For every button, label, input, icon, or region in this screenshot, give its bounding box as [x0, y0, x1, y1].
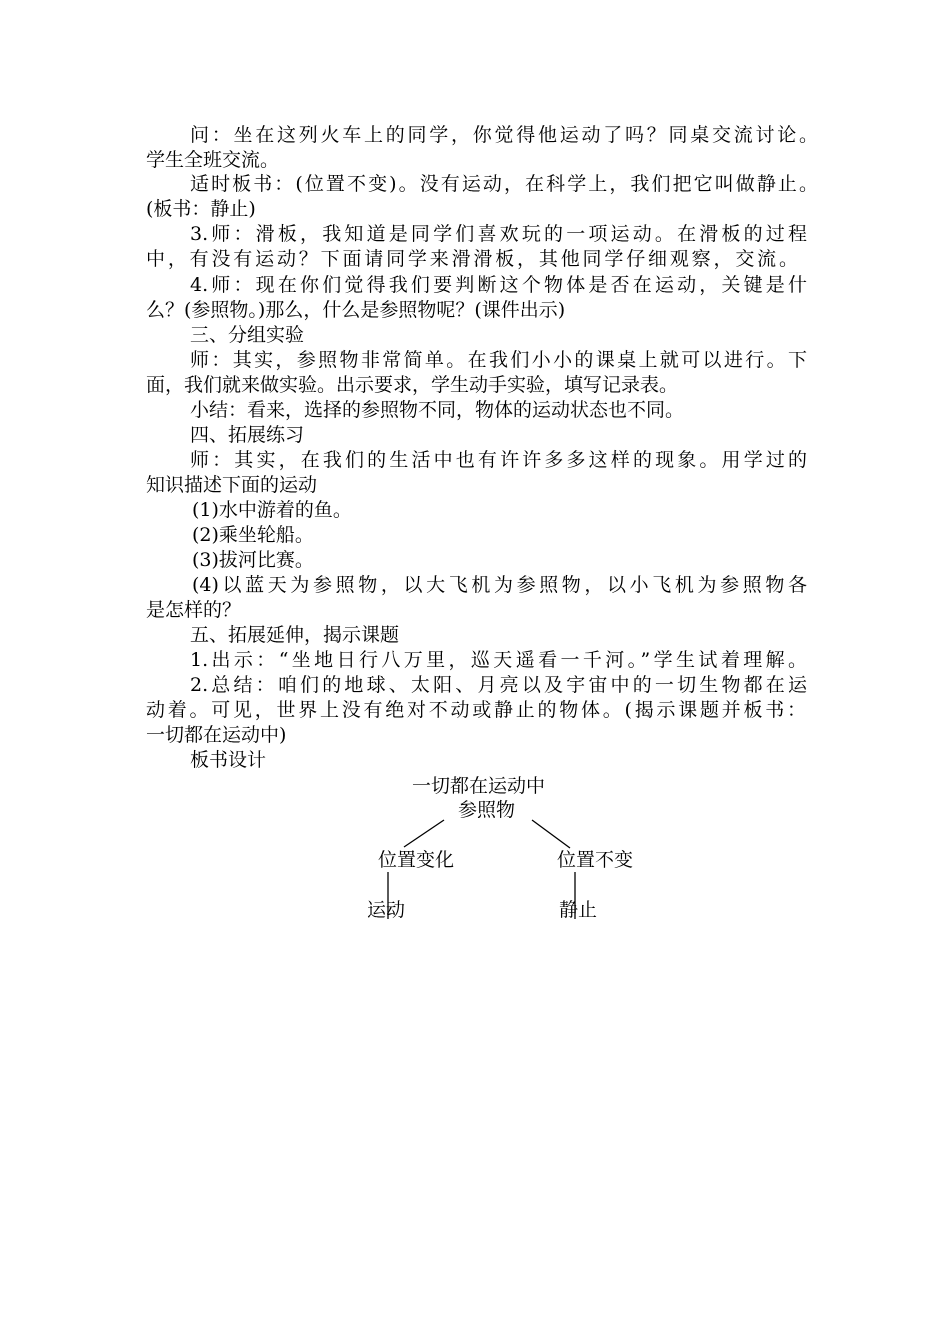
board-right-branch: 位置不变 [557, 849, 634, 871]
paragraph-line: 问：坐在这列火车上的同学，你觉得他运动了吗？同桌交流讨论。 [190, 124, 818, 146]
paragraph-line: 中，有没有运动？下面请同学来滑滑板，其他同学仔细观察，交流。 [146, 248, 798, 270]
board-title: 一切都在运动中 [412, 775, 546, 797]
branch-line-left [404, 820, 444, 847]
list-item: (2)乘坐轮船。 [192, 524, 314, 546]
paragraph-line: 4.师：现在你们觉得我们要判断这个物体是否在运动，关键是什 [190, 274, 807, 296]
section-heading: 五、拓展延伸，揭示课题 [190, 624, 400, 646]
paragraph-line: 么？(参照物。)那么，什么是参照物呢？(课件出示) [146, 299, 566, 321]
list-item: (4)以蓝天为参照物，以大飞机为参照物，以小飞机为参照物各 [192, 574, 807, 596]
paragraph-line: 是怎样的？ [146, 599, 242, 621]
board-left-result: 运动 [367, 899, 406, 921]
paragraph-line: 1.出示：“坐地日行八万里，巡天遥看一千河。”学生试着理解。 [190, 649, 807, 671]
list-item: (3)拔河比赛。 [192, 549, 314, 571]
board-design-heading: 板书设计 [190, 749, 267, 771]
list-item: (1)水中游着的鱼。 [192, 499, 352, 521]
paragraph-line: 一切都在运动中) [146, 724, 287, 746]
paragraph-line: 师：其实，在我们的生活中也有许许多多这样的现象。用学过的 [190, 449, 807, 471]
paragraph-line: 师：其实，参照物非常简单。在我们小小的课桌上就可以进行。下 [190, 349, 807, 371]
paragraph-line: 2.总结：咱们的地球、太阳、月亮以及宇宙中的一切生物都在运 [190, 674, 807, 696]
paragraph-line: 面，我们就来做实验。出示要求，学生动手实验，填写记录表。 [146, 374, 679, 396]
paragraph-line: 知识描述下面的运动 [146, 474, 318, 496]
paragraph-line: 3.师：滑板，我知道是同学们喜欢玩的一项运动。在滑板的过程 [190, 223, 807, 245]
paragraph-line: 学生全班交流。 [146, 149, 280, 171]
paragraph-line: 小结：看来，选择的参照物不同，物体的运动状态也不同。 [190, 399, 685, 421]
board-right-result: 静止 [559, 899, 598, 921]
section-heading: 三、分组实验 [190, 324, 305, 346]
section-heading: 四、拓展练习 [190, 424, 305, 446]
board-reference-label: 参照物 [458, 799, 516, 821]
board-left-branch: 位置变化 [378, 849, 455, 871]
paragraph-line: 适时板书：(位置不变)。没有运动，在科学上，我们把它叫做静止。 [190, 173, 818, 195]
paragraph-line: (板书：静止) [146, 198, 256, 220]
branch-line-right [532, 820, 570, 848]
paragraph-line: 动着。可见，世界上没有绝对不动或静止的物体。(揭示课题并板书： [146, 699, 806, 721]
